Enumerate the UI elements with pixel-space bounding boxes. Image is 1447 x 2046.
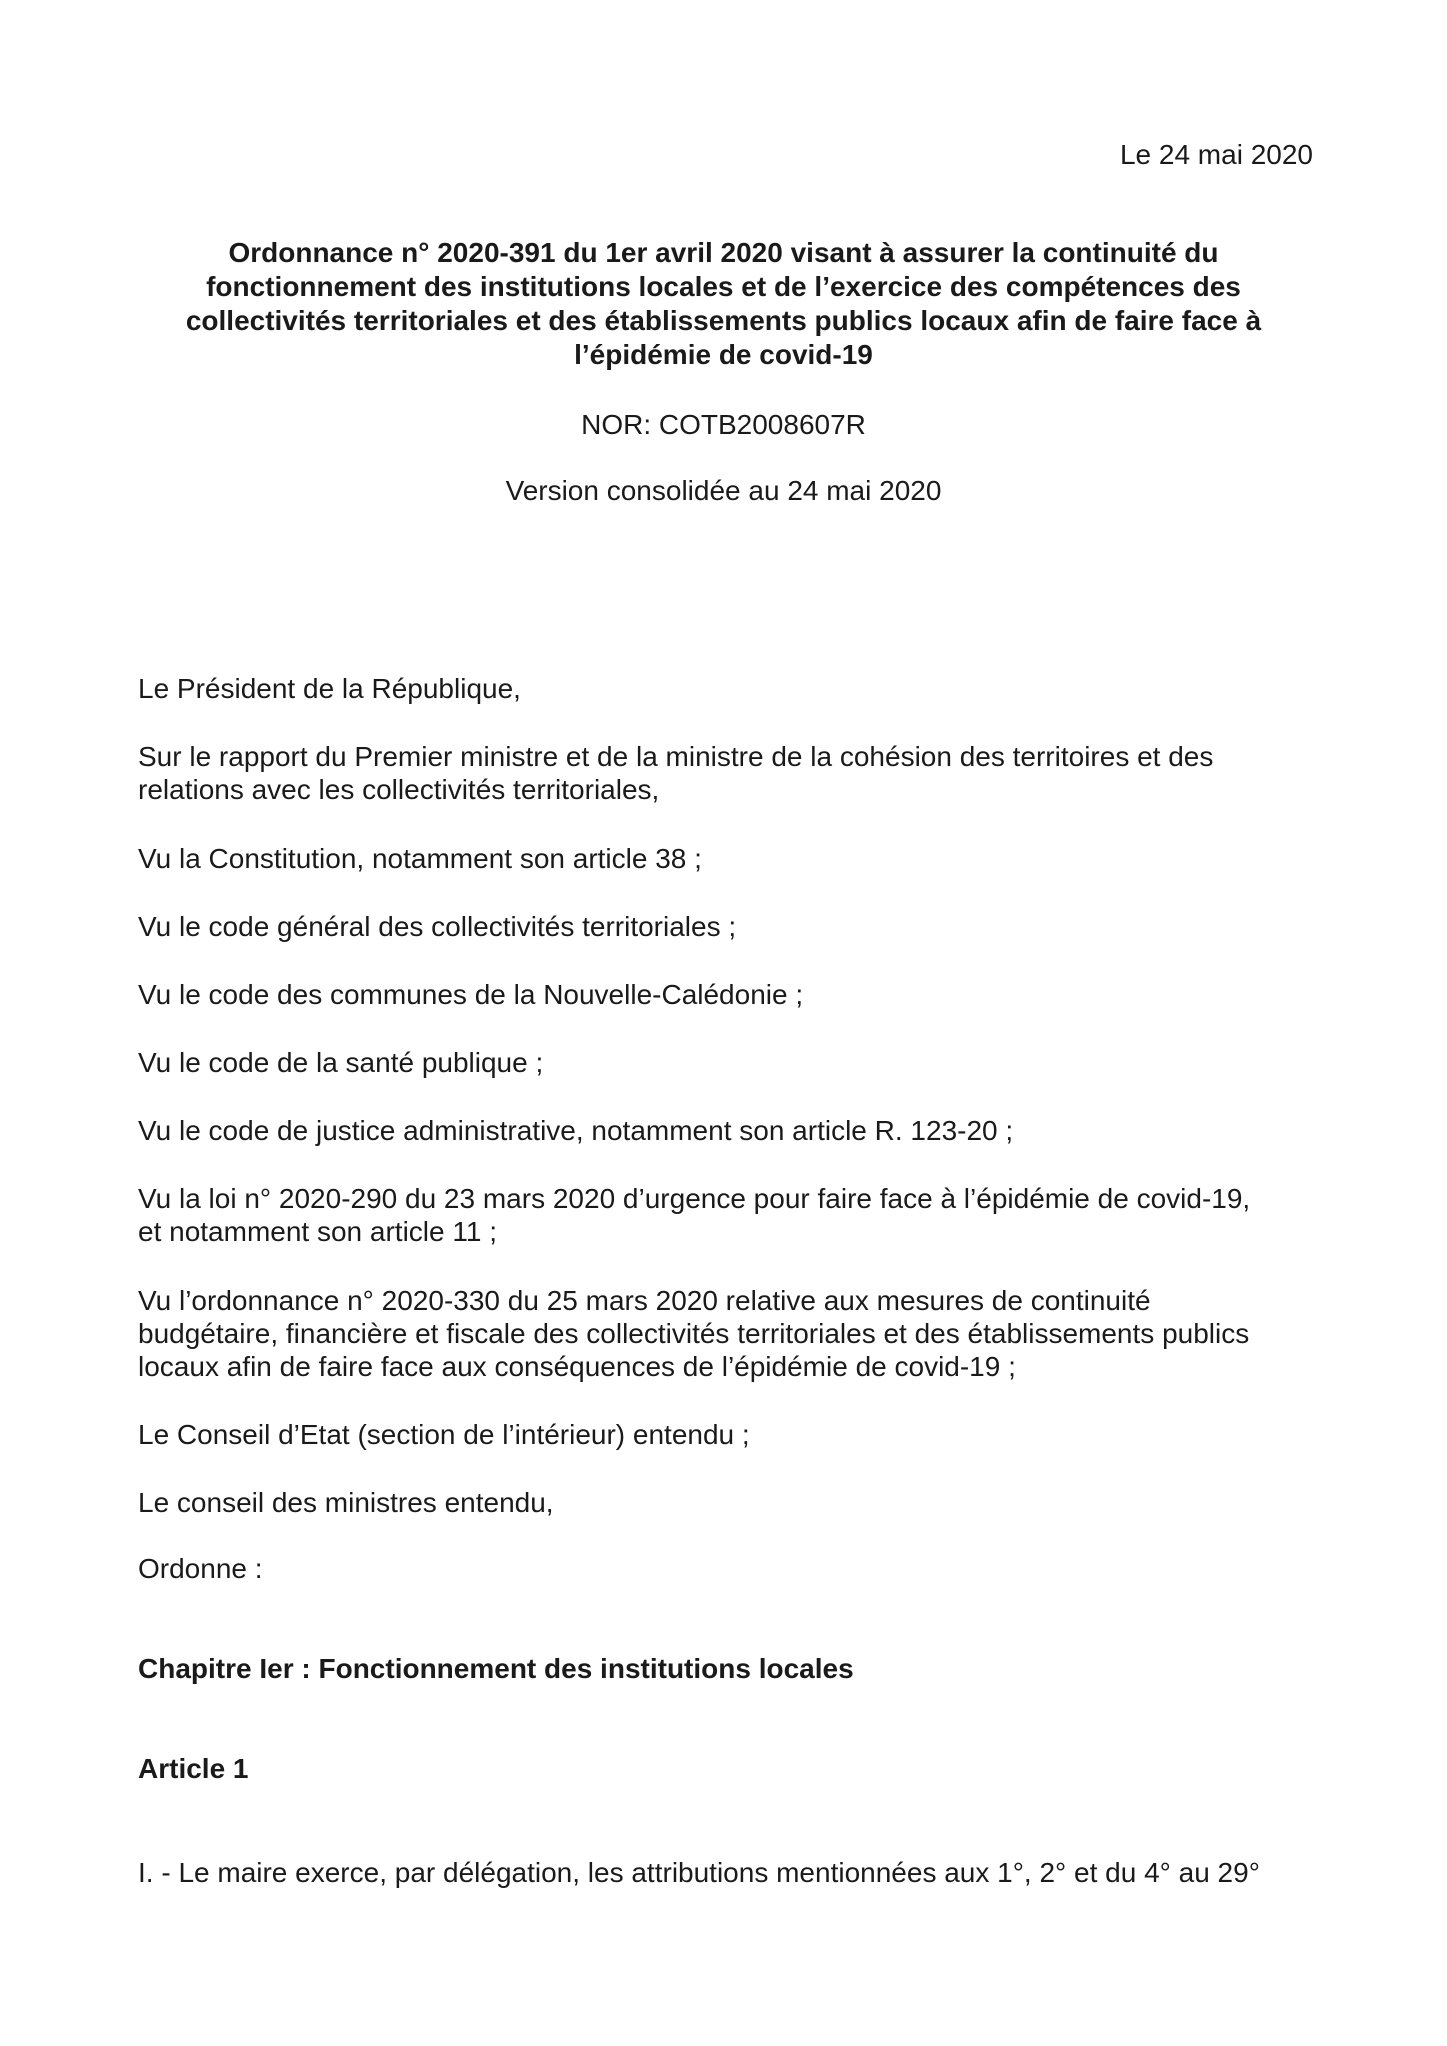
- article-title: Article 1: [138, 1753, 249, 1784]
- preamble-president: Le Président de la République,: [138, 673, 521, 704]
- article-text: I. - Le maire exerce, par délégation, les attributions mentionnées aux 1°, 2° et du 4° au 29°: [138, 1857, 1260, 1888]
- vu-communes-nc: Vu le code des communes de la Nouvelle-Calédonie ;: [138, 979, 804, 1010]
- vu-ordonnance-line: Vu l’ordonnance n° 2020-330 du 25 mars 2020 relative aux mesures de continuité: [138, 1285, 1151, 1316]
- chapter-title: Chapitre Ier : Fonctionnement des institutions locales: [138, 1653, 854, 1684]
- document-title: [138, 236, 1309, 372]
- preamble-rapport: [138, 740, 1318, 806]
- vu-cgct: Vu le code général des collectivités territoriales ;: [138, 911, 737, 942]
- vu-loi: [138, 1182, 1318, 1248]
- vu-justice: Vu le code de justice administrative, notamment son article R. 123-20 ;: [138, 1115, 1014, 1146]
- vu-ordonnance: [138, 1284, 1318, 1383]
- title-line: l’épidémie de covid-19: [574, 339, 873, 370]
- title-line: fonctionnement des institutions locales et de l’exercice des compétences des: [206, 271, 1241, 302]
- vu-constitution: Vu la Constitution, notamment son article 38 ;: [138, 843, 702, 874]
- vu-ordonnance-line: budgétaire, financière et fiscale des collectivités territoriales et des établissements publics: [138, 1318, 1250, 1349]
- title-line: collectivités territoriales et des établissements publics locaux afin de faire face à: [185, 305, 1262, 336]
- vu-ordonnance-line: locaux afin de faire face aux conséquences de l’épidémie de covid-19 ;: [138, 1351, 1016, 1382]
- conseil-etat: Le Conseil d’Etat (section de l’intérieur) entendu ;: [138, 1419, 750, 1450]
- conseil-ministres: Le conseil des ministres entendu,: [138, 1487, 554, 1518]
- document-date: Le 24 mai 2020: [1119, 139, 1313, 170]
- vu-loi-line: Vu la loi n° 2020-290 du 23 mars 2020 d’urgence pour faire face à l’épidémie de covid-19,: [138, 1183, 1251, 1214]
- version-line: Version consolidée au 24 mai 2020: [505, 475, 942, 506]
- nor-reference: NOR: COTB2008607R: [581, 409, 866, 440]
- vu-loi-line: et notamment son article 11 ;: [138, 1216, 497, 1247]
- title-line: Ordonnance n° 2020-391 du 1er avril 2020 visant à assurer la continuité du: [228, 237, 1219, 268]
- rapport-line: relations avec les collectivités territoriales,: [138, 774, 660, 805]
- vu-sante: Vu le code de la santé publique ;: [138, 1047, 544, 1078]
- ordonne: Ordonne :: [138, 1553, 263, 1584]
- rapport-line: Sur le rapport du Premier ministre et de la ministre de la cohésion des territoires et des: [138, 741, 1214, 772]
